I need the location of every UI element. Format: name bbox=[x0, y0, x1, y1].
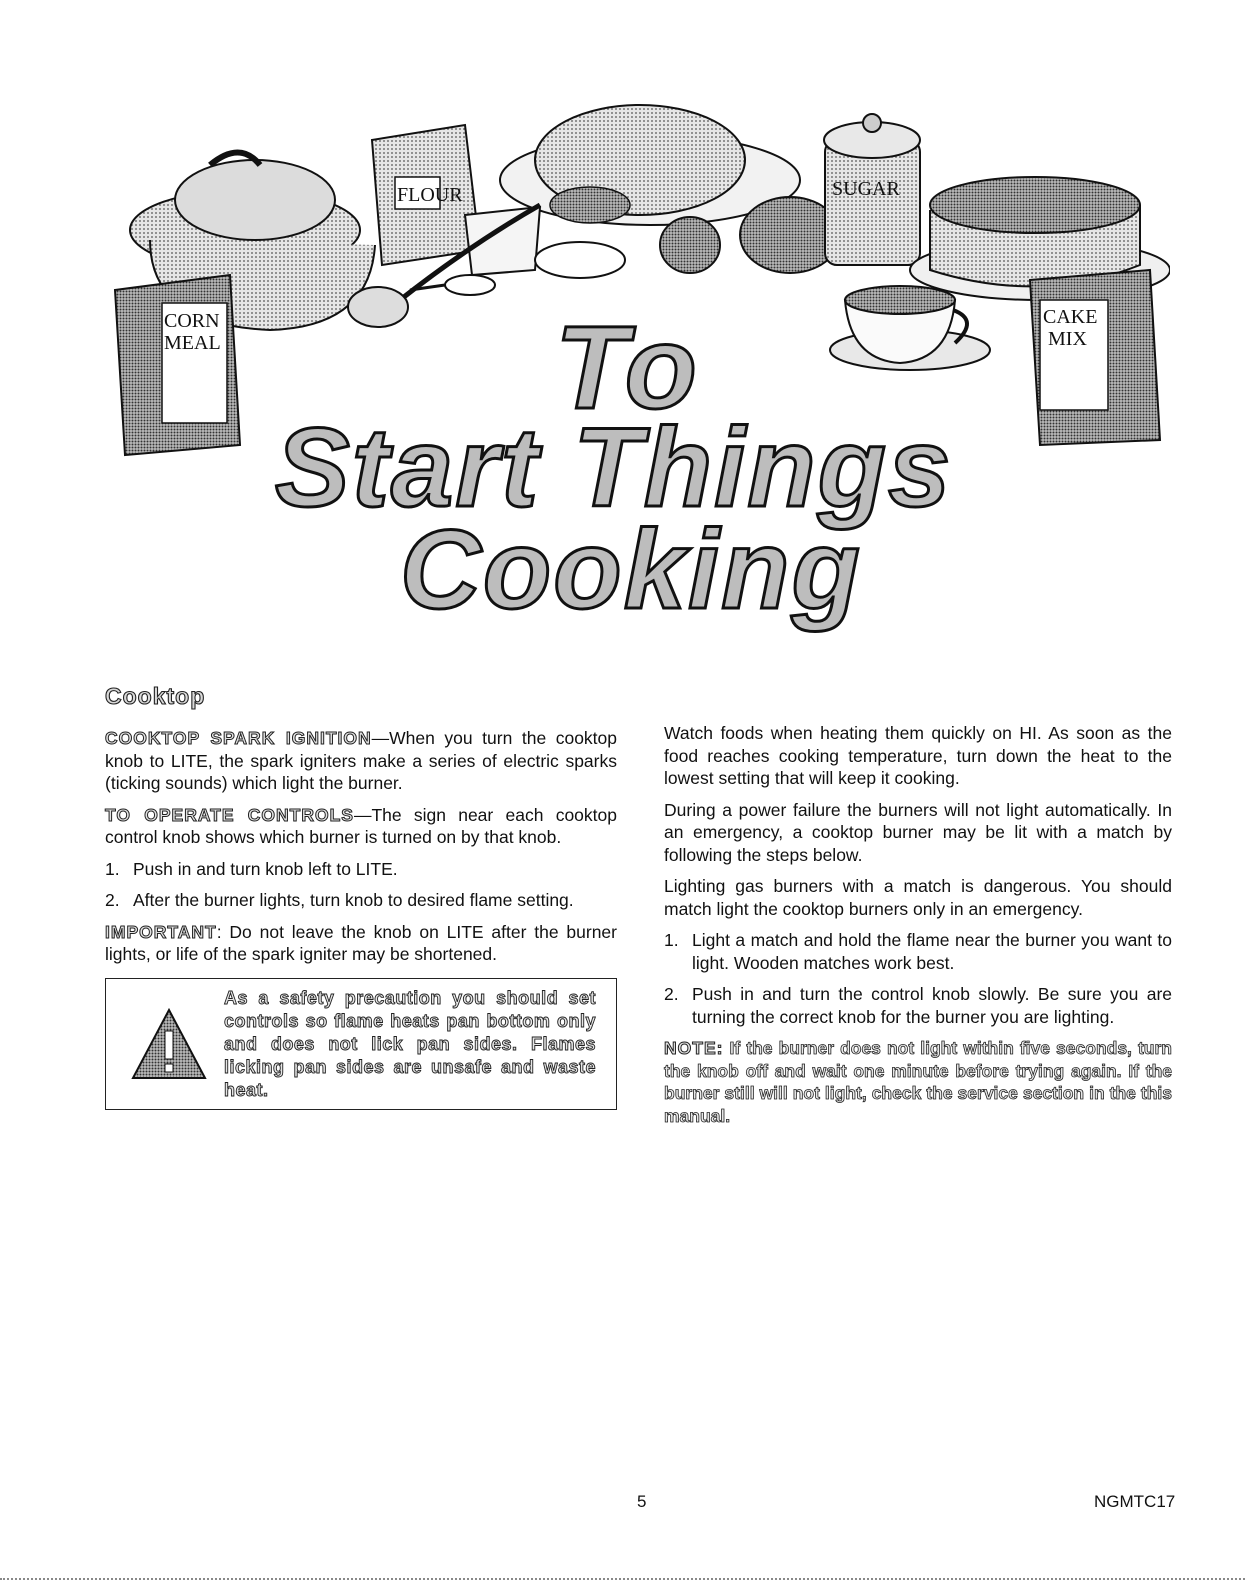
list-item bbox=[664, 929, 1172, 974]
important-heading: IMPORTANT bbox=[105, 921, 217, 942]
step-number: 1. bbox=[664, 930, 679, 950]
spark-ignition-text: —When you turn the cooktop knob to LITE, the spark igniters make a series of electric sparks (ticking sounds) which light the burner. bbox=[105, 728, 617, 793]
step-number: 2. bbox=[105, 890, 120, 910]
watch-foods-paragraph: Watch foods when heating them quickly on HI. As soon as the food reaches cooking temperature, turn down the heat to the lowest setting that will keep it cooking. bbox=[664, 723, 1172, 788]
step-text: After the burner lights, turn knob to desired flame setting. bbox=[133, 890, 574, 910]
important-text: : Do not leave the knob on LITE after the burner lights, or life of the spark igniter may be shortened. bbox=[105, 921, 617, 964]
flour-label: FLOUR bbox=[397, 184, 463, 206]
step-number: 1. bbox=[105, 858, 120, 879]
corn-label-2: MEAL bbox=[164, 332, 221, 354]
list-item bbox=[105, 858, 617, 881]
important-paragraph bbox=[105, 921, 617, 966]
measuring-cup-icon bbox=[465, 207, 540, 275]
match-steps-list bbox=[664, 929, 1172, 1028]
step-number: 2. bbox=[664, 984, 679, 1004]
title-line-1: To bbox=[555, 302, 699, 434]
title-line-2: Start Things bbox=[275, 405, 953, 530]
step-text: Light a match and hold the flame near the burner you want to light. Wooden matches work best. bbox=[692, 930, 1172, 973]
scan-edge-divider bbox=[0, 1578, 1245, 1582]
note-text: If the burner does not light within five seconds, turn the knob off and wait one minute before trying again. If the burner still will not light, check the service section in the this manual. bbox=[664, 1038, 1172, 1126]
title-line-3: Cooking bbox=[400, 507, 862, 632]
cake-mix-box-icon bbox=[1030, 270, 1160, 445]
operate-controls-heading: TO OPERATE CONTROLS bbox=[105, 804, 354, 825]
corn-meal-box-icon bbox=[115, 275, 240, 455]
section-title: Cooktop bbox=[105, 683, 206, 709]
safety-warning-box bbox=[105, 978, 617, 1110]
teacup-icon bbox=[830, 286, 990, 370]
match-danger-paragraph: Lighting gas burners with a match is dangerous. You should match light the cooktop burners only in an emergency. bbox=[664, 876, 1172, 919]
onion-icon bbox=[660, 217, 720, 273]
power-failure-paragraph: During a power failure the burners will not light automatically. In an emergency, a cooktop burner may be lit with a match by following the steps below. bbox=[664, 799, 1172, 865]
corn-label-1: CORN bbox=[164, 310, 220, 332]
cake-label-1: CAKE bbox=[1043, 306, 1098, 328]
operate-steps-list bbox=[105, 858, 617, 912]
spark-ignition-paragraph bbox=[105, 727, 617, 795]
warning-triangle-icon bbox=[130, 1007, 208, 1081]
safety-warning-text: As a safety precaution you should set controls so flame heats pan bottom only and does not lick pan sides. Flames licking pan sides are unsafe and waste heat. bbox=[224, 987, 596, 1100]
note-heading: NOTE: bbox=[664, 1038, 724, 1058]
step-text: Push in and turn knob left to LITE. bbox=[133, 858, 398, 879]
list-item bbox=[105, 889, 617, 912]
sugar-label: SUGAR bbox=[832, 178, 900, 200]
sugar-canister-icon bbox=[824, 114, 920, 265]
left-column bbox=[105, 727, 617, 1110]
spark-ignition-heading: COOKTOP SPARK IGNITION bbox=[105, 728, 372, 748]
operate-controls-paragraph bbox=[105, 804, 617, 849]
list-item bbox=[664, 983, 1172, 1028]
note-paragraph bbox=[664, 1037, 1172, 1127]
flour-bag-icon bbox=[372, 125, 480, 265]
page-number: 5 bbox=[637, 1492, 647, 1511]
document-code: NGMTC17 bbox=[1094, 1492, 1176, 1511]
cake-label-2: MIX bbox=[1048, 328, 1087, 350]
step-text: Push in and turn the control knob slowly. Be sure you are turning the correct knob for the burner you are lighting. bbox=[692, 984, 1172, 1027]
measuring-spoon-icon bbox=[535, 242, 625, 278]
operate-controls-text: —The sign near each cooktop control knob shows which burner is turned on by that knob. bbox=[105, 804, 617, 847]
right-column bbox=[664, 722, 1172, 1136]
